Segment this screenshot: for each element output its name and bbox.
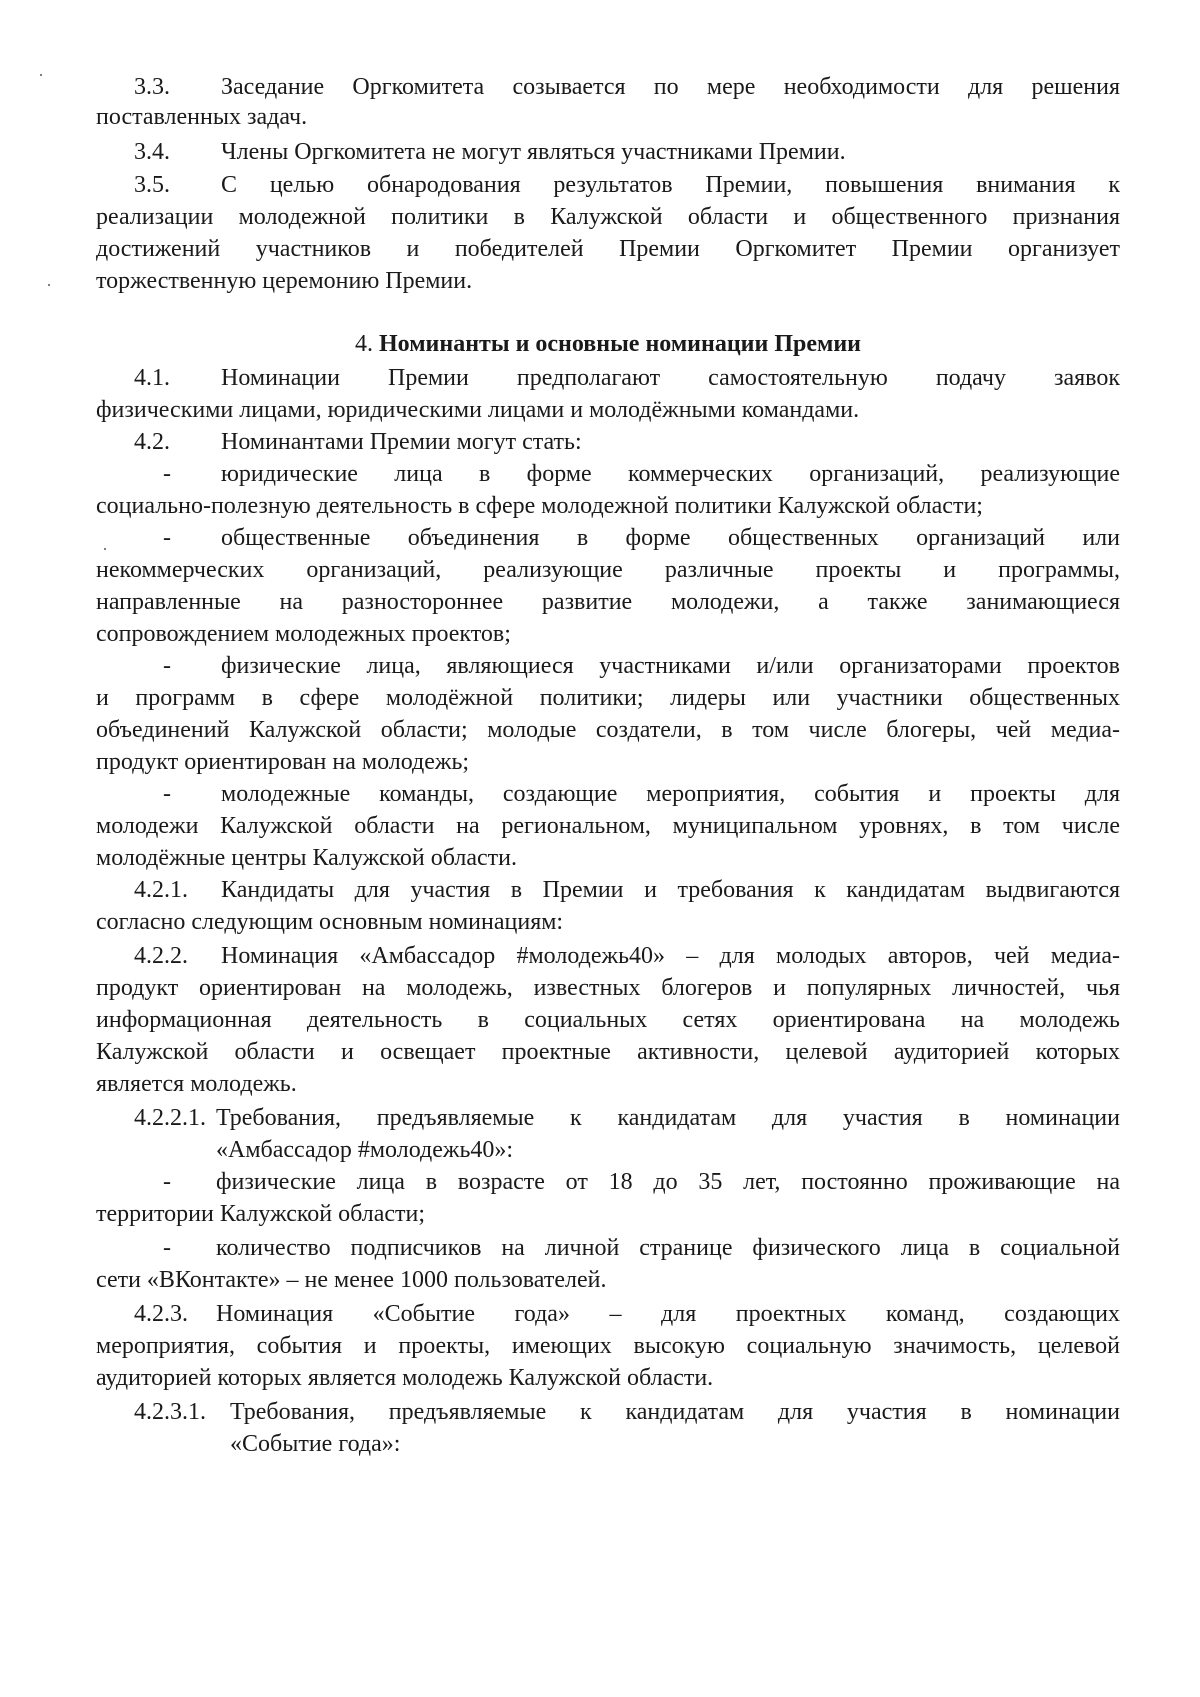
paragraph-4-2-1-line-1: [96, 875, 1120, 905]
paragraph-4-2-line-1: [96, 427, 1120, 457]
clause-number: 4.2.2.: [134, 943, 188, 969]
paragraph-4-2-2-line-4: Калужской области и освещает проектные активности, целевой аудиторией которых: [96, 1039, 1120, 1065]
paragraph-4-2-2-line-5: является молодежь.: [96, 1071, 297, 1097]
section-title: Номинанты и основные номинации Премии: [379, 331, 861, 357]
paragraph-3-3-line-2: поставленных задач.: [96, 104, 308, 130]
bullet-text: физические лица, являющиеся участниками и/или организаторами проектов: [221, 653, 1120, 679]
bullet-2-line-3: направленные на разностороннее развитие молодежи, а также занимающиеся: [96, 589, 1120, 615]
bullet-dash: -: [163, 525, 171, 551]
paragraph-4-2-2-line-3: информационная деятельность в социальных сетях ориентирована на молодежь: [96, 1007, 1120, 1033]
bullet-4-line-3: молодёжные центры Калужской области.: [96, 845, 517, 871]
paragraph-3-5-line-1: [96, 170, 1120, 200]
bullet-4-line-2: молодежи Калужской области на региональном, муниципальном уровнях, в том числе: [96, 813, 1120, 839]
paragraph-4-2-3-line-3: аудиторией которых является молодежь Калужской области.: [96, 1365, 714, 1391]
bullet-dash: -: [163, 781, 171, 807]
bullet-3-line-4: продукт ориентирован на молодежь;: [96, 749, 470, 775]
bullet-text: физические лица в возрасте от 18 до 35 лет, постоянно проживающие на: [216, 1169, 1120, 1195]
bullet-dash: -: [163, 653, 171, 679]
bullet-text: количество подписчиков на личной странице физического лица в социальной: [216, 1235, 1120, 1261]
clause-number: 3.4.: [134, 139, 170, 165]
paragraph-4-1-line-2: физическими лицами, юридическими лицами и молодёжными командами.: [96, 397, 860, 423]
requirement-1-line-1: [96, 1167, 1120, 1197]
bullet-dash: -: [163, 1235, 171, 1261]
bullet-dash: -: [163, 1169, 171, 1195]
bullet-1-line-1: [96, 459, 1120, 489]
bullet-1-line-2: социально-полезную деятельность в сфере молодежной политики Калужской области;: [96, 493, 983, 519]
clause-text: Номинации Премии предполагают самостоятельную подачу заявок: [221, 365, 1120, 391]
paragraph-3-3-line-1: [96, 72, 1120, 102]
bullet-text: юридические лица в форме коммерческих организаций, реализующие: [221, 461, 1120, 487]
requirement-2-line-1: [96, 1233, 1120, 1263]
bullet-2-line-4: сопровождением молодежных проектов;: [96, 621, 511, 647]
paragraph-4-1-line-1: [96, 363, 1120, 393]
clause-text: Номинантами Премии могут стать:: [221, 429, 582, 455]
bullet-dash: -: [163, 461, 171, 487]
clause-text: С целью обнародования результатов Премии, повышения внимания к: [221, 172, 1120, 198]
scan-speck: [48, 284, 50, 286]
clause-number: 4.2.1.: [134, 877, 188, 903]
section-4-heading: [96, 329, 1120, 359]
bullet-3-line-1: [96, 651, 1120, 681]
paragraph-4-2-3-line-2: мероприятия, события и проекты, имеющих высокую социальную значимость, целевой: [96, 1333, 1120, 1359]
bullet-3-line-2: и программ в сфере молодёжной политики; лидеры или участники общественных: [96, 685, 1120, 711]
clause-number: 4.1.: [134, 365, 170, 391]
clause-text: Кандидаты для участия в Премии и требования к кандидатам выдвигаются: [221, 877, 1120, 903]
paragraph-4-2-1-line-2: согласно следующим основным номинациям:: [96, 909, 564, 935]
clause-text: Номинация «Событие года» – для проектных команд, создающих: [216, 1301, 1120, 1327]
clause-text: Члены Оргкомитета не могут являться участниками Премии.: [221, 139, 846, 165]
clause-text: Требования, предъявляемые к кандидатам для участия в номинации: [216, 1105, 1120, 1131]
bullet-3-line-3: объединений Калужской области; молодые создатели, в том числе блогеры, чей медиа-: [96, 717, 1120, 743]
section-number: 4.: [355, 331, 373, 357]
paragraph-4-2-2-line-2: продукт ориентирован на молодежь, известных блогеров и популярных личностей, чья: [96, 975, 1120, 1001]
clause-number: 3.3.: [134, 74, 170, 100]
clause-number: 4.2.3.1.: [134, 1399, 206, 1425]
clause-number: 3.5.: [134, 172, 170, 198]
scan-speck: [40, 74, 42, 76]
paragraph-4-2-3-1-line-1: [96, 1397, 1120, 1427]
bullet-text: молодежные команды, создающие мероприятия, события и проекты для: [221, 781, 1120, 807]
clause-number: 4.2.: [134, 429, 170, 455]
bullet-2-line-2: некоммерческих организаций, реализующие различные проекты и программы,: [96, 557, 1120, 583]
bullet-2-line-1: [96, 523, 1120, 553]
paragraph-3-4-line-1: [96, 137, 1120, 167]
paragraph-3-5-line-2: реализации молодежной политики в Калужской области и общественного признания: [96, 204, 1120, 230]
clause-number: 4.2.2.1.: [134, 1105, 206, 1131]
paragraph-3-5-line-4: торжественную церемонию Премии.: [96, 268, 473, 294]
clause-text: Заседание Оргкомитета созывается по мере необходимости для решения: [221, 74, 1120, 100]
paragraph-4-2-3-1-line-2: «Событие года»:: [230, 1431, 401, 1457]
bullet-4-line-1: [96, 779, 1120, 809]
paragraph-4-2-2-1-line-2: «Амбассадор #молодежь40»:: [216, 1137, 514, 1163]
paragraph-3-5-line-3: достижений участников и победителей Премии Оргкомитет Премии организует: [96, 236, 1120, 262]
clause-text: Требования, предъявляемые к кандидатам для участия в номинации: [230, 1399, 1120, 1425]
paragraph-4-2-2-line-1: [96, 941, 1120, 971]
requirement-2-line-2: сети «ВКонтакте» – не менее 1000 пользователей.: [96, 1267, 607, 1293]
paragraph-4-2-3-line-1: [96, 1299, 1120, 1329]
clause-number: 4.2.3.: [134, 1301, 188, 1327]
clause-text: Номинация «Амбассадор #молодежь40» – для молодых авторов, чей медиа-: [221, 943, 1120, 969]
paragraph-4-2-2-1-line-1: [96, 1103, 1120, 1133]
bullet-text: общественные объединения в форме общественных организаций или: [221, 525, 1120, 551]
requirement-1-line-2: территории Калужской области;: [96, 1201, 426, 1227]
